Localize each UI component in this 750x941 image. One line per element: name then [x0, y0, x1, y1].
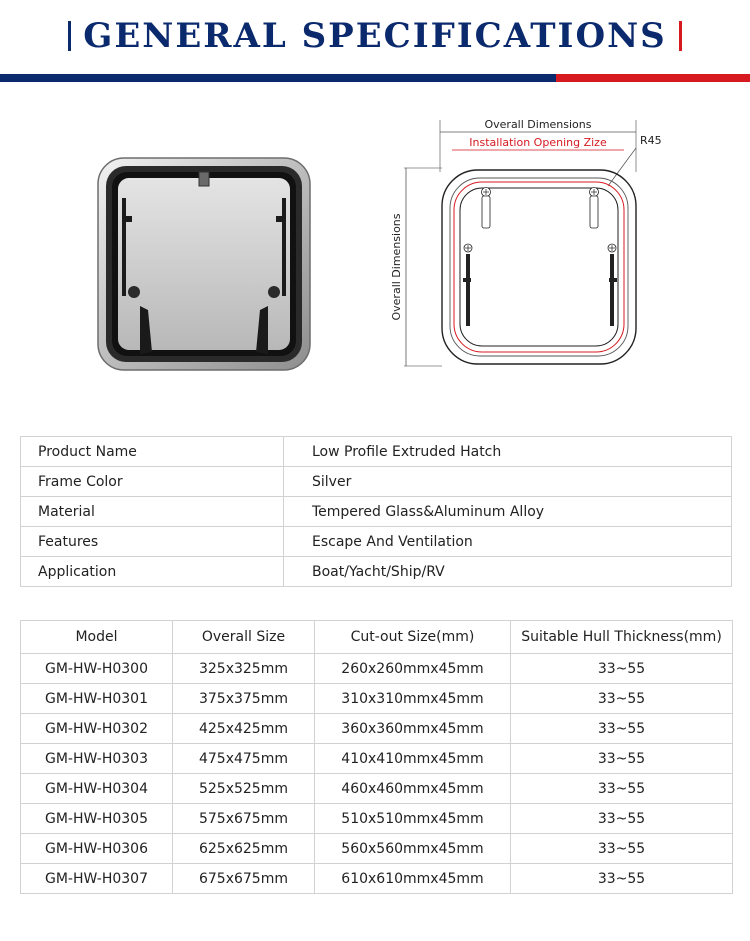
model-cell: GM-HW-H0301: [21, 684, 173, 714]
spec-table: [20, 436, 732, 587]
table-row: [21, 804, 733, 834]
hull-thickness-cell: 33~55: [511, 774, 733, 804]
installation-opening-label: Installation Opening Zize: [469, 136, 607, 149]
spec-row: [21, 467, 732, 497]
table-row: [21, 654, 733, 684]
cutout-size-cell: 410x410mmx45mm: [315, 744, 511, 774]
spec-row: [21, 437, 732, 467]
hull-thickness-cell: 33~55: [511, 744, 733, 774]
header-stripe-red: [556, 74, 750, 82]
model-cell: GM-HW-H0304: [21, 774, 173, 804]
cutout-size-cell: 460x460mmx45mm: [315, 774, 511, 804]
spec-value: Tempered Glass&Aluminum Alloy: [284, 497, 732, 527]
hull-thickness-cell: 33~55: [511, 864, 733, 894]
hull-thickness-cell: 33~55: [511, 804, 733, 834]
hatch-product-image: [96, 156, 312, 372]
model-cell: GM-HW-H0302: [21, 714, 173, 744]
cutout-size-cell: 560x560mmx45mm: [315, 834, 511, 864]
title-row: [0, 14, 750, 58]
header-stripe-blue: [0, 74, 556, 82]
model-cell: GM-HW-H0306: [21, 834, 173, 864]
spec-row: [21, 557, 732, 587]
page-header: [0, 0, 750, 84]
overall-size-cell: 475x475mm: [173, 744, 315, 774]
header-model: Model: [21, 621, 173, 654]
model-cell: GM-HW-H0300: [21, 654, 173, 684]
table-row: [21, 684, 733, 714]
model-cell: GM-HW-H0305: [21, 804, 173, 834]
model-cell: GM-HW-H0303: [21, 744, 173, 774]
header-overall-size: Overall Size: [173, 621, 315, 654]
spec-label: Application: [21, 557, 284, 587]
header-cutout-size: Cut-out Size(mm): [315, 621, 511, 654]
table-row: [21, 774, 733, 804]
cutout-size-cell: 510x510mmx45mm: [315, 804, 511, 834]
cutout-size-cell: 310x310mmx45mm: [315, 684, 511, 714]
overall-dimensions-label: Overall Dimensions: [484, 118, 592, 131]
title-bar-left: [68, 21, 71, 51]
radius-label: R45: [640, 134, 662, 147]
page-title: GENERAL SPECIFICATIONS: [83, 16, 667, 56]
header-hull-thickness: Suitable Hull Thickness(mm): [511, 621, 733, 654]
overall-size-cell: 575x675mm: [173, 804, 315, 834]
title-bar-right: [679, 21, 682, 51]
overall-size-cell: 425x425mm: [173, 714, 315, 744]
table-row: [21, 834, 733, 864]
spec-value: Boat/Yacht/Ship/RV: [284, 557, 732, 587]
hull-thickness-cell: 33~55: [511, 684, 733, 714]
model-table-header-row: [21, 621, 733, 654]
overall-size-cell: 675x675mm: [173, 864, 315, 894]
model-cell: GM-HW-H0307: [21, 864, 173, 894]
cutout-size-cell: 260x260mmx45mm: [315, 654, 511, 684]
overall-size-cell: 325x325mm: [173, 654, 315, 684]
hull-thickness-cell: 33~55: [511, 654, 733, 684]
spec-label: Material: [21, 497, 284, 527]
table-row: [21, 744, 733, 774]
hull-thickness-cell: 33~55: [511, 834, 733, 864]
spec-label: Product Name: [21, 437, 284, 467]
cutout-size-cell: 360x360mmx45mm: [315, 714, 511, 744]
model-table: [20, 620, 733, 894]
overall-size-cell: 525x525mm: [173, 774, 315, 804]
overall-size-cell: 625x625mm: [173, 834, 315, 864]
hatch-dimension-diagram: [380, 112, 670, 382]
spec-label: Frame Color: [21, 467, 284, 497]
hull-thickness-cell: 33~55: [511, 714, 733, 744]
table-row: [21, 714, 733, 744]
cutout-size-cell: 610x610mmx45mm: [315, 864, 511, 894]
overall-size-cell: 375x375mm: [173, 684, 315, 714]
spec-row: [21, 497, 732, 527]
spec-value: Low Profile Extruded Hatch: [284, 437, 732, 467]
vertical-dimensions-label: Overall Dimensions: [390, 213, 403, 321]
spec-value: Escape And Ventilation: [284, 527, 732, 557]
spec-row: [21, 527, 732, 557]
table-row: [21, 864, 733, 894]
spec-label: Features: [21, 527, 284, 557]
spec-value: Silver: [284, 467, 732, 497]
